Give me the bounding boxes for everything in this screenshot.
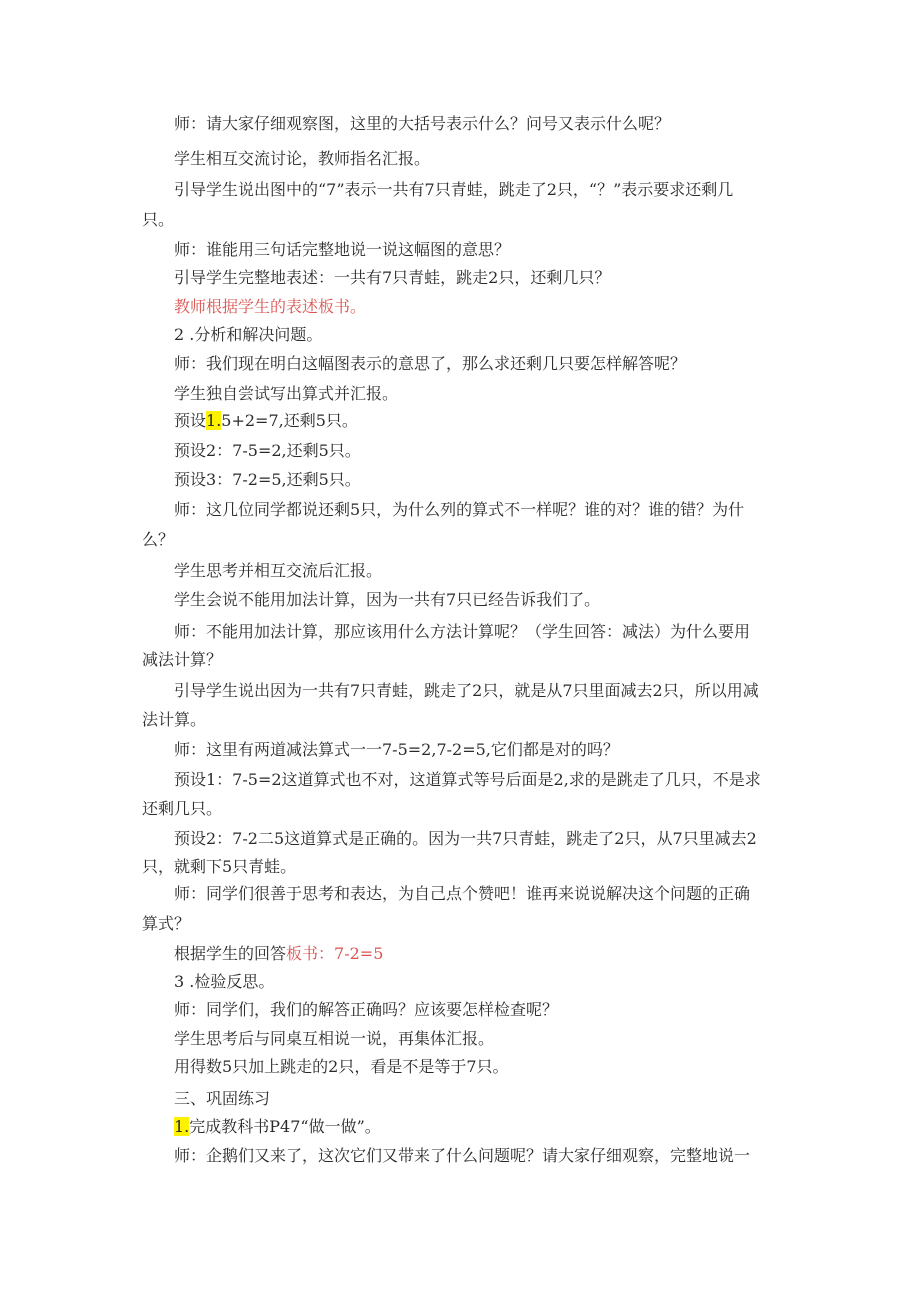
section-heading: 三、巩固练习 — [174, 1089, 271, 1108]
text-fragment: 完成教科书P47“做一做”。 — [189, 1117, 381, 1136]
highlighted-text: 1. — [174, 1117, 190, 1136]
text-line: 还剩几只。 — [142, 799, 223, 818]
text-line: 师：我们现在明白这幅图表示的意思了，那么求还剩几只要怎样解答呢？ — [174, 354, 687, 373]
text-line: 师：这里有两道减法算式一一7-5=2,7-2=5,它们都是对的吗？ — [174, 740, 619, 759]
section-heading: 3 .检验反思。 — [174, 972, 275, 991]
text-line: 师：请大家仔细观察图，这里的大括号表示什么？问号又表示什么呢？ — [174, 114, 671, 133]
text-line: 减法计算？ — [142, 650, 223, 669]
text-line: 预设3：7-2=5,还剩5只。 — [174, 470, 361, 489]
text-line: 只，就剩下5只青蛙。 — [142, 857, 297, 876]
text-fragment: 5+2=7,还剩5只。 — [221, 411, 358, 430]
text-line: 学生独自尝试写出算式并汇报。 — [174, 384, 399, 403]
text-line — [174, 944, 383, 964]
section-heading: 2 .分析和解决问题。 — [174, 325, 323, 344]
text-line: 师：同学们很善于思考和表达，为自己点个赞吧！谁再来说说解决这个问题的正确 — [174, 884, 751, 903]
text-line: 学生会说不能用加法计算，因为一共有7只已经告诉我们了。 — [174, 590, 601, 609]
text-line: 引导学生说出图中的“7”表示一共有7只青蛙，跳走了2只，“？”表示要求还剩几 — [174, 180, 734, 199]
text-line — [174, 1117, 381, 1137]
text-line: 师：不能用加法计算，那应该用什么方法计算呢？（学生回答：减法）为什么要用 — [174, 622, 751, 641]
text-line: 师：企鹅们又来了，这次它们又带来了什么问题呢？请大家仔细观察，完整地说一 — [174, 1146, 751, 1165]
text-line: 么？ — [142, 530, 175, 549]
text-line-red: 教师根据学生的表述板书。 — [174, 297, 367, 316]
text-fragment: 根据学生的回答 — [174, 944, 287, 963]
text-line: 法计算。 — [142, 710, 207, 729]
text-line: 只。 — [142, 210, 175, 229]
text-line: 预设2：7-5=2,还剩5只。 — [174, 441, 361, 460]
text-line: 用得数5只加上跳走的2只，看是不是等于7只。 — [174, 1057, 509, 1076]
red-text: 板书：7-2=5 — [286, 944, 384, 963]
text-line: 学生思考后与同桌互相说一说，再集体汇报。 — [174, 1029, 495, 1048]
text-line: 引导学生完整地表述：一共有7只青蛙，跳走2只，还剩几只？ — [174, 268, 611, 287]
text-line: 学生思考并相互交流后汇报。 — [174, 561, 383, 580]
text-line: 预设1：7-5=2这道算式也不对，这道算式等号后面是2,求的是跳走了几只，不是求 — [174, 770, 761, 789]
text-line — [174, 411, 358, 431]
text-line: 师：同学们，我们的解答正确吗？应该要怎样检查呢？ — [174, 1000, 559, 1019]
text-line: 算式？ — [142, 914, 191, 933]
text-line: 师：这几位同学都说还剩5只，为什么列的算式不一样呢？谁的对？谁的错？为什 — [174, 500, 745, 519]
highlighted-text: 1. — [206, 411, 222, 430]
text-line: 引导学生说出因为一共有7只青蛙，跳走了2只，就是从7只里面减去2只，所以用减 — [174, 681, 759, 700]
text-line: 学生相互交流讨论，教师指名汇报。 — [174, 149, 431, 168]
text-line: 师：谁能用三句话完整地说一说这幅图的意思？ — [174, 240, 511, 259]
text-fragment: 预设 — [174, 411, 207, 430]
text-line: 预设2：7-2二5这道算式是正确的。因为一共7只青蛙，跳走了2只，从7只里减去2 — [174, 829, 757, 848]
